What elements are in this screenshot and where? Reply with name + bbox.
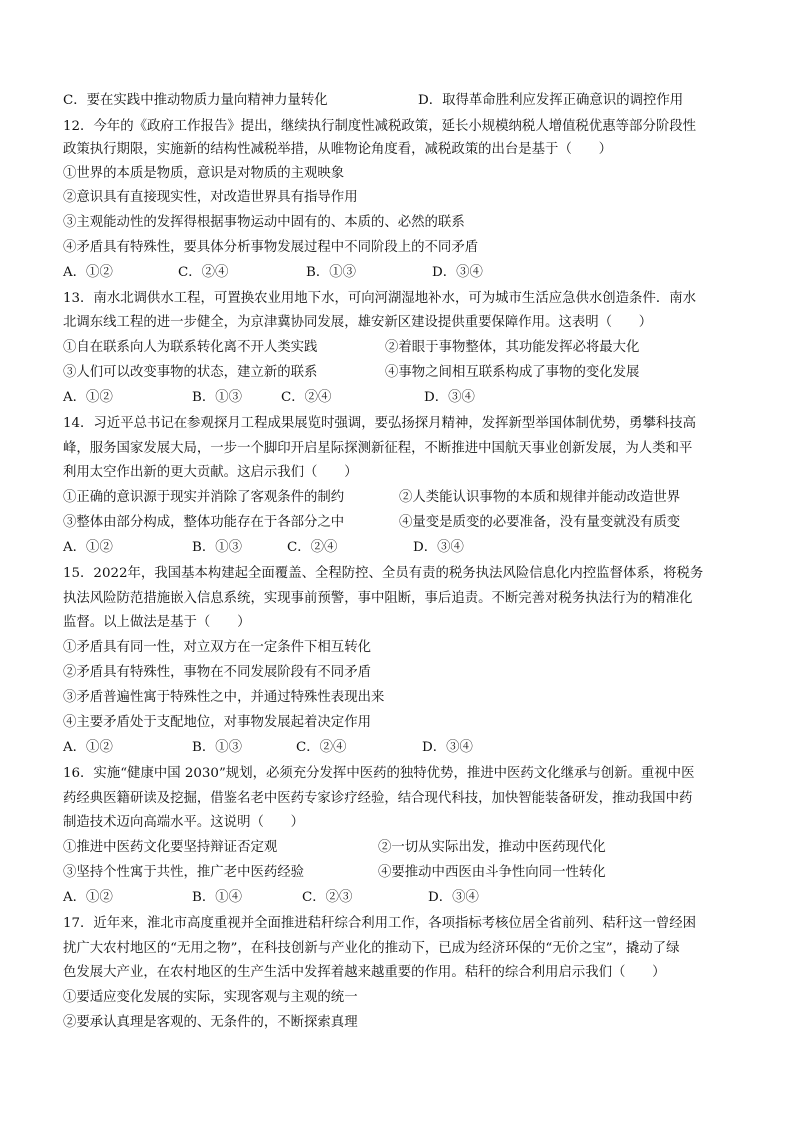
q14-statement-2: ②人类能认识事物的本质和规律并能动改造世界	[399, 490, 681, 505]
q15-choice-d: D．③④	[422, 740, 473, 755]
q13-stem-line2: 北调东线工程的进一步健全，为京津冀协同发展，雄安新区建设提供重要保障作用。这表明（ ）	[63, 315, 653, 330]
q12-choices: A．①②	[63, 265, 113, 280]
q16-choice-b: B．①④	[192, 890, 243, 905]
q16-stem-line3: 制造技术迈向高端水平。这说明（ ）	[63, 815, 305, 830]
q14-choice-b: B．①③	[192, 540, 243, 555]
q15-statement-2: ②矛盾具有特殊性，事物在不同发展阶段有不同矛盾	[63, 665, 371, 680]
q12-choice-b: B．①③	[306, 265, 357, 280]
q14-stem-line2: 峰，服务国家发展大局，一步一个脚印开启星际探测新征程，不断推进中国航天事业创新发展，为人类和平	[63, 441, 693, 456]
q16-stem-line1: 16．实施“健康中国 2030”规划，必须充分发挥中医药的独特优势，推进中医药文化继承与创新。重视中医	[63, 766, 695, 781]
q17-stem-line3: 色发展大产业，在农村地区的生产生活中发挥着越来越重要的作用。秸秆的综合利用启示我们（ ）	[63, 965, 666, 980]
q12-stem-line1: 12．今年的《政府工作报告》提出，继续执行制度性减税政策，延长小规模纳税人增值税优惠等部分阶段性	[63, 119, 697, 134]
q14-stem-line1: 14．习近平总书记在参观探月工程成果展览时强调，要弘扬探月精神，发挥新型举国体制优势，勇攀科技高	[63, 416, 697, 431]
q12-statement-3: ③主观能动性的发挥得根据事物运动中固有的、本质的、必然的联系	[63, 215, 465, 230]
q13-stem-line1: 13．南水北调供水工程，可置换农业用地下水，可向河湖湿地补水，可为城市生活应急供水创造条件．南水	[63, 291, 697, 306]
q14-choice-a: A．①②	[63, 540, 113, 555]
q15-statement-3: ③矛盾普遍性寓于特殊性之中，并通过特殊性表现出来	[63, 690, 385, 705]
q15-stem-line1: 15．2022年，我国基本构建起全面覆盖、全程防控、全员有责的税务执法风险信息化内控监督体系，将税务	[63, 566, 704, 581]
q16-choice-d: D．③④	[428, 890, 479, 905]
q16-choice-a: A．①②	[63, 890, 113, 905]
q15-choice-c: C．②④	[296, 740, 347, 755]
q15-stem-line3: 监督。以上做法是基于（ ）	[63, 615, 251, 630]
q14-statement-4: ④量变是质变的必要准备，没有量变就没有质变	[399, 515, 681, 530]
q12-statement-4: ④矛盾具有特殊性，要具体分析事物发展过程中不同阶段上的不同矛盾	[63, 240, 479, 255]
q13-choice-c: C．②④	[281, 390, 332, 405]
q12-choice-d: D．③④	[432, 265, 483, 280]
q12-statement-1: ①世界的本质是物质，意识是对物质的主观映象	[63, 166, 345, 181]
q16-statement-1: ①推进中医药文化要坚持辩证否定观	[63, 840, 278, 855]
q15-choice-a: A．①②	[63, 740, 113, 755]
q16-stem-line2: 药经典医籍研读及挖掘，借鉴名老中医药专家诊疗经验，结合现代科技，加快智能装备研发，推动我国中药	[63, 791, 693, 806]
q17-stem-line2: 扰广大农村地区的“无用之物”，在科技创新与产业化的推动下，已成为经济环保的“无价之宝”，撬动了绿	[63, 941, 680, 956]
q12-choice-c: C．②④	[178, 265, 229, 280]
q13-statement-4: ④事物之间相互联系构成了事物的变化发展	[385, 365, 640, 380]
q16-choice-c: C．②③	[302, 890, 353, 905]
q13-statement-2: ②着眼于事物整体，其功能发挥必将最大化	[385, 340, 640, 355]
q16-statement-2: ②一切从实际出发，推动中医药现代化	[378, 840, 606, 855]
q14-choice-d: D．③④	[413, 540, 464, 555]
q16-statement-4: ④要推动中西医由斗争性向同一性转化	[378, 865, 606, 880]
q13-choice-b: B．①③	[192, 390, 243, 405]
q11-option-d: D．取得革命胜利应发挥正确意识的调控作用	[418, 93, 684, 108]
q15-statement-4: ④主要矛盾处于支配地位，对事物发展起着决定作用	[63, 715, 371, 730]
q13-choice-d: D．③④	[424, 390, 475, 405]
q14-choice-c: C．②④	[287, 540, 338, 555]
q15-statement-1: ①矛盾具有同一性，对立双方在一定条件下相互转化	[63, 640, 371, 655]
q17-stem-line1: 17．近年来，淮北市高度重视并全面推进秸秆综合利用工作，各项指标考核位居全省前列、秸秆这一曾经困	[63, 916, 697, 931]
q17-statement-2: ②要承认真理是客观的、无条件的，不断探索真理	[63, 1015, 358, 1030]
q12-statement-2: ②意识具有直接现实性，对改造世界具有指导作用	[63, 190, 358, 205]
q13-choice-a: A．①②	[63, 390, 113, 405]
q12-stem-line2: 政策执行期限，实施新的结构性减税举措，从唯物论角度看，减税政策的出台是基于（ ）	[63, 142, 613, 157]
q14-statement-3: ③整体由部分构成，整体功能存在于各部分之中	[63, 515, 345, 530]
q14-stem-line3: 利用太空作出新的更大贡献。这启示我们（ ）	[63, 465, 358, 480]
q13-statement-1: ①自在联系向人为联系转化离不开人类实践	[63, 340, 318, 355]
q17-statement-1: ①要适应变化发展的实际，实现客观与主观的统一	[63, 990, 358, 1005]
q16-statement-3: ③坚持个性寓于共性，推广老中医药经验	[63, 865, 305, 880]
q15-stem-line2: 执法风险防范措施嵌入信息系统，实现事前预警，事中阻断，事后追责。不断完善对税务执法行为的精准化	[63, 591, 693, 606]
q11-option-c: C．要在实践中推动物质力量向精神力量转化	[63, 93, 328, 108]
q14-statement-1: ①正确的意识源于现实并消除了客观条件的制约	[63, 490, 345, 505]
q13-statement-3: ③人们可以改变事物的状态，建立新的联系	[63, 365, 318, 380]
q15-choice-b: B．①③	[192, 740, 243, 755]
